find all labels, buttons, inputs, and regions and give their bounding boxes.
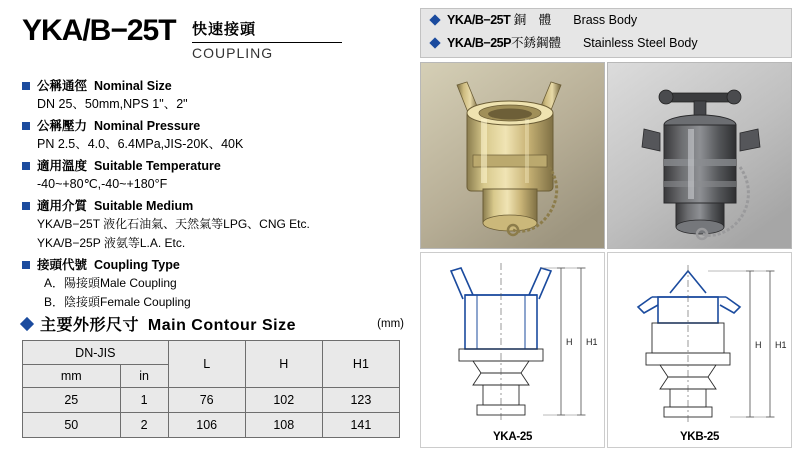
- spec-value: PN 2.5、4.0、6.4MPa,JIS-20K、40K: [37, 137, 244, 151]
- square-bullet-icon: [22, 202, 30, 210]
- cell-mm: 25: [23, 388, 121, 413]
- table-header-row-1: [23, 341, 400, 365]
- spec-heading-en: Nominal Pressure: [93, 119, 201, 133]
- spec-heading-en: Coupling Type: [93, 258, 180, 272]
- square-bullet-icon: [22, 82, 30, 90]
- dim-label-h1: H1: [586, 337, 598, 347]
- legend-row: [421, 9, 791, 32]
- dim-label-h: H: [755, 340, 762, 350]
- drawing-ykb-25: [607, 252, 792, 448]
- cell-h1: 123: [322, 388, 399, 413]
- table-header-h: H: [245, 341, 322, 388]
- spec-heading-cn: 公稱通徑: [37, 79, 88, 93]
- spec-heading-cn: 公稱壓力: [37, 119, 88, 133]
- contour-size-table: [22, 340, 400, 438]
- dim-label-h: H: [566, 337, 573, 347]
- spec-heading-en: Nominal Size: [93, 79, 172, 93]
- spec-heading: [22, 78, 412, 95]
- spec-heading-en: Suitable Medium: [93, 199, 194, 213]
- contour-section-header: [22, 312, 412, 335]
- spec-heading: [22, 158, 412, 175]
- cell-mm: 50: [23, 413, 121, 438]
- title-block: [22, 14, 402, 61]
- title-subtitles: [192, 14, 342, 61]
- spec-nominal-size: [22, 78, 412, 114]
- table-header-l: L: [168, 341, 245, 388]
- legend-material-en: Brass Body: [573, 13, 638, 27]
- square-bullet-icon: [22, 261, 30, 269]
- spec-coupling-type: [22, 257, 412, 312]
- table-row: [23, 413, 400, 438]
- square-bullet-icon: [22, 162, 30, 170]
- cell-l: 106: [168, 413, 245, 438]
- yka-25-drawing: [421, 253, 602, 445]
- cell-h1: 141: [322, 413, 399, 438]
- contour-title-en: Main Contour Size: [147, 317, 296, 334]
- title-chinese: 快速接頭: [192, 21, 257, 38]
- brass-coupling-photo: [420, 62, 605, 249]
- spec-nominal-pressure: [22, 118, 412, 154]
- right-column: [415, 0, 800, 451]
- legend-material-cn: 不銹鋼體: [510, 36, 561, 50]
- cell-in: 2: [120, 413, 168, 438]
- dim-label-h1: H1: [775, 340, 787, 350]
- diamond-bullet-icon: [429, 14, 440, 25]
- page-title: YKA/B−25T: [22, 14, 176, 47]
- cell-h: 108: [245, 413, 322, 438]
- table-row: [23, 388, 400, 413]
- spec-heading-en: Suitable Temperature: [93, 159, 221, 173]
- legend-row: [421, 32, 791, 55]
- title-english: COUPLING: [192, 45, 274, 61]
- legend-model-code: YKA/B−25P: [447, 36, 511, 50]
- stainless-coupling-photo: [607, 62, 792, 249]
- spec-heading-cn: 接頭代號: [37, 258, 88, 272]
- specification-list: [22, 78, 412, 316]
- table-header-h1: H1: [322, 341, 399, 388]
- material-legend: [420, 8, 792, 58]
- legend-material-en: Stainless Steel Body: [582, 36, 698, 50]
- cell-h: 102: [245, 388, 322, 413]
- table-group-header-dn-jis: DN-JIS: [23, 341, 169, 365]
- diamond-bullet-icon: [429, 37, 440, 48]
- table-header-mm: mm: [23, 365, 121, 388]
- brass-coupling-illustration: [421, 63, 604, 248]
- drawing-yka-25: [420, 252, 605, 448]
- legend-material-cn: 銅 體: [513, 13, 552, 27]
- spec-suitable-medium: [22, 198, 412, 253]
- stainless-coupling-illustration: [608, 63, 791, 248]
- drawing-label: YKB-25: [679, 431, 720, 443]
- title-divider: [192, 42, 342, 43]
- contour-title-cn: 主要外形尺寸: [40, 317, 140, 334]
- spec-heading: [22, 257, 412, 274]
- spec-suitable-temperature: [22, 158, 412, 194]
- coupling-type-b: B．陰接頭Female Coupling: [44, 295, 191, 309]
- spec-heading-cn: 適用介質: [37, 199, 88, 213]
- cell-l: 76: [168, 388, 245, 413]
- legend-model-code: YKA/B−25T: [447, 13, 511, 27]
- cell-in: 1: [120, 388, 168, 413]
- spec-medium-line-1: YKA/B−25T 液化石油氣、天然氣等LPG、CNG Etc.: [37, 217, 310, 231]
- spec-value: -40~+80℃,-40~+180°F: [37, 177, 168, 191]
- drawing-label: YKA-25: [492, 431, 533, 443]
- ykb-25-drawing: [608, 253, 789, 445]
- spec-heading: [22, 198, 412, 215]
- diamond-bullet-icon: [20, 317, 34, 331]
- square-bullet-icon: [22, 122, 30, 130]
- spec-heading-cn: 適用溫度: [37, 159, 88, 173]
- table-header-in: in: [120, 365, 168, 388]
- spec-heading: [22, 118, 412, 135]
- spec-medium-line-2: YKA/B−25P 液氨等L.A. Etc.: [37, 236, 186, 250]
- coupling-type-a: A．陽接頭Male Coupling: [44, 276, 177, 290]
- contour-unit: (mm): [377, 318, 404, 330]
- spec-value: DN 25、50mm,NPS 1"、2": [37, 97, 188, 111]
